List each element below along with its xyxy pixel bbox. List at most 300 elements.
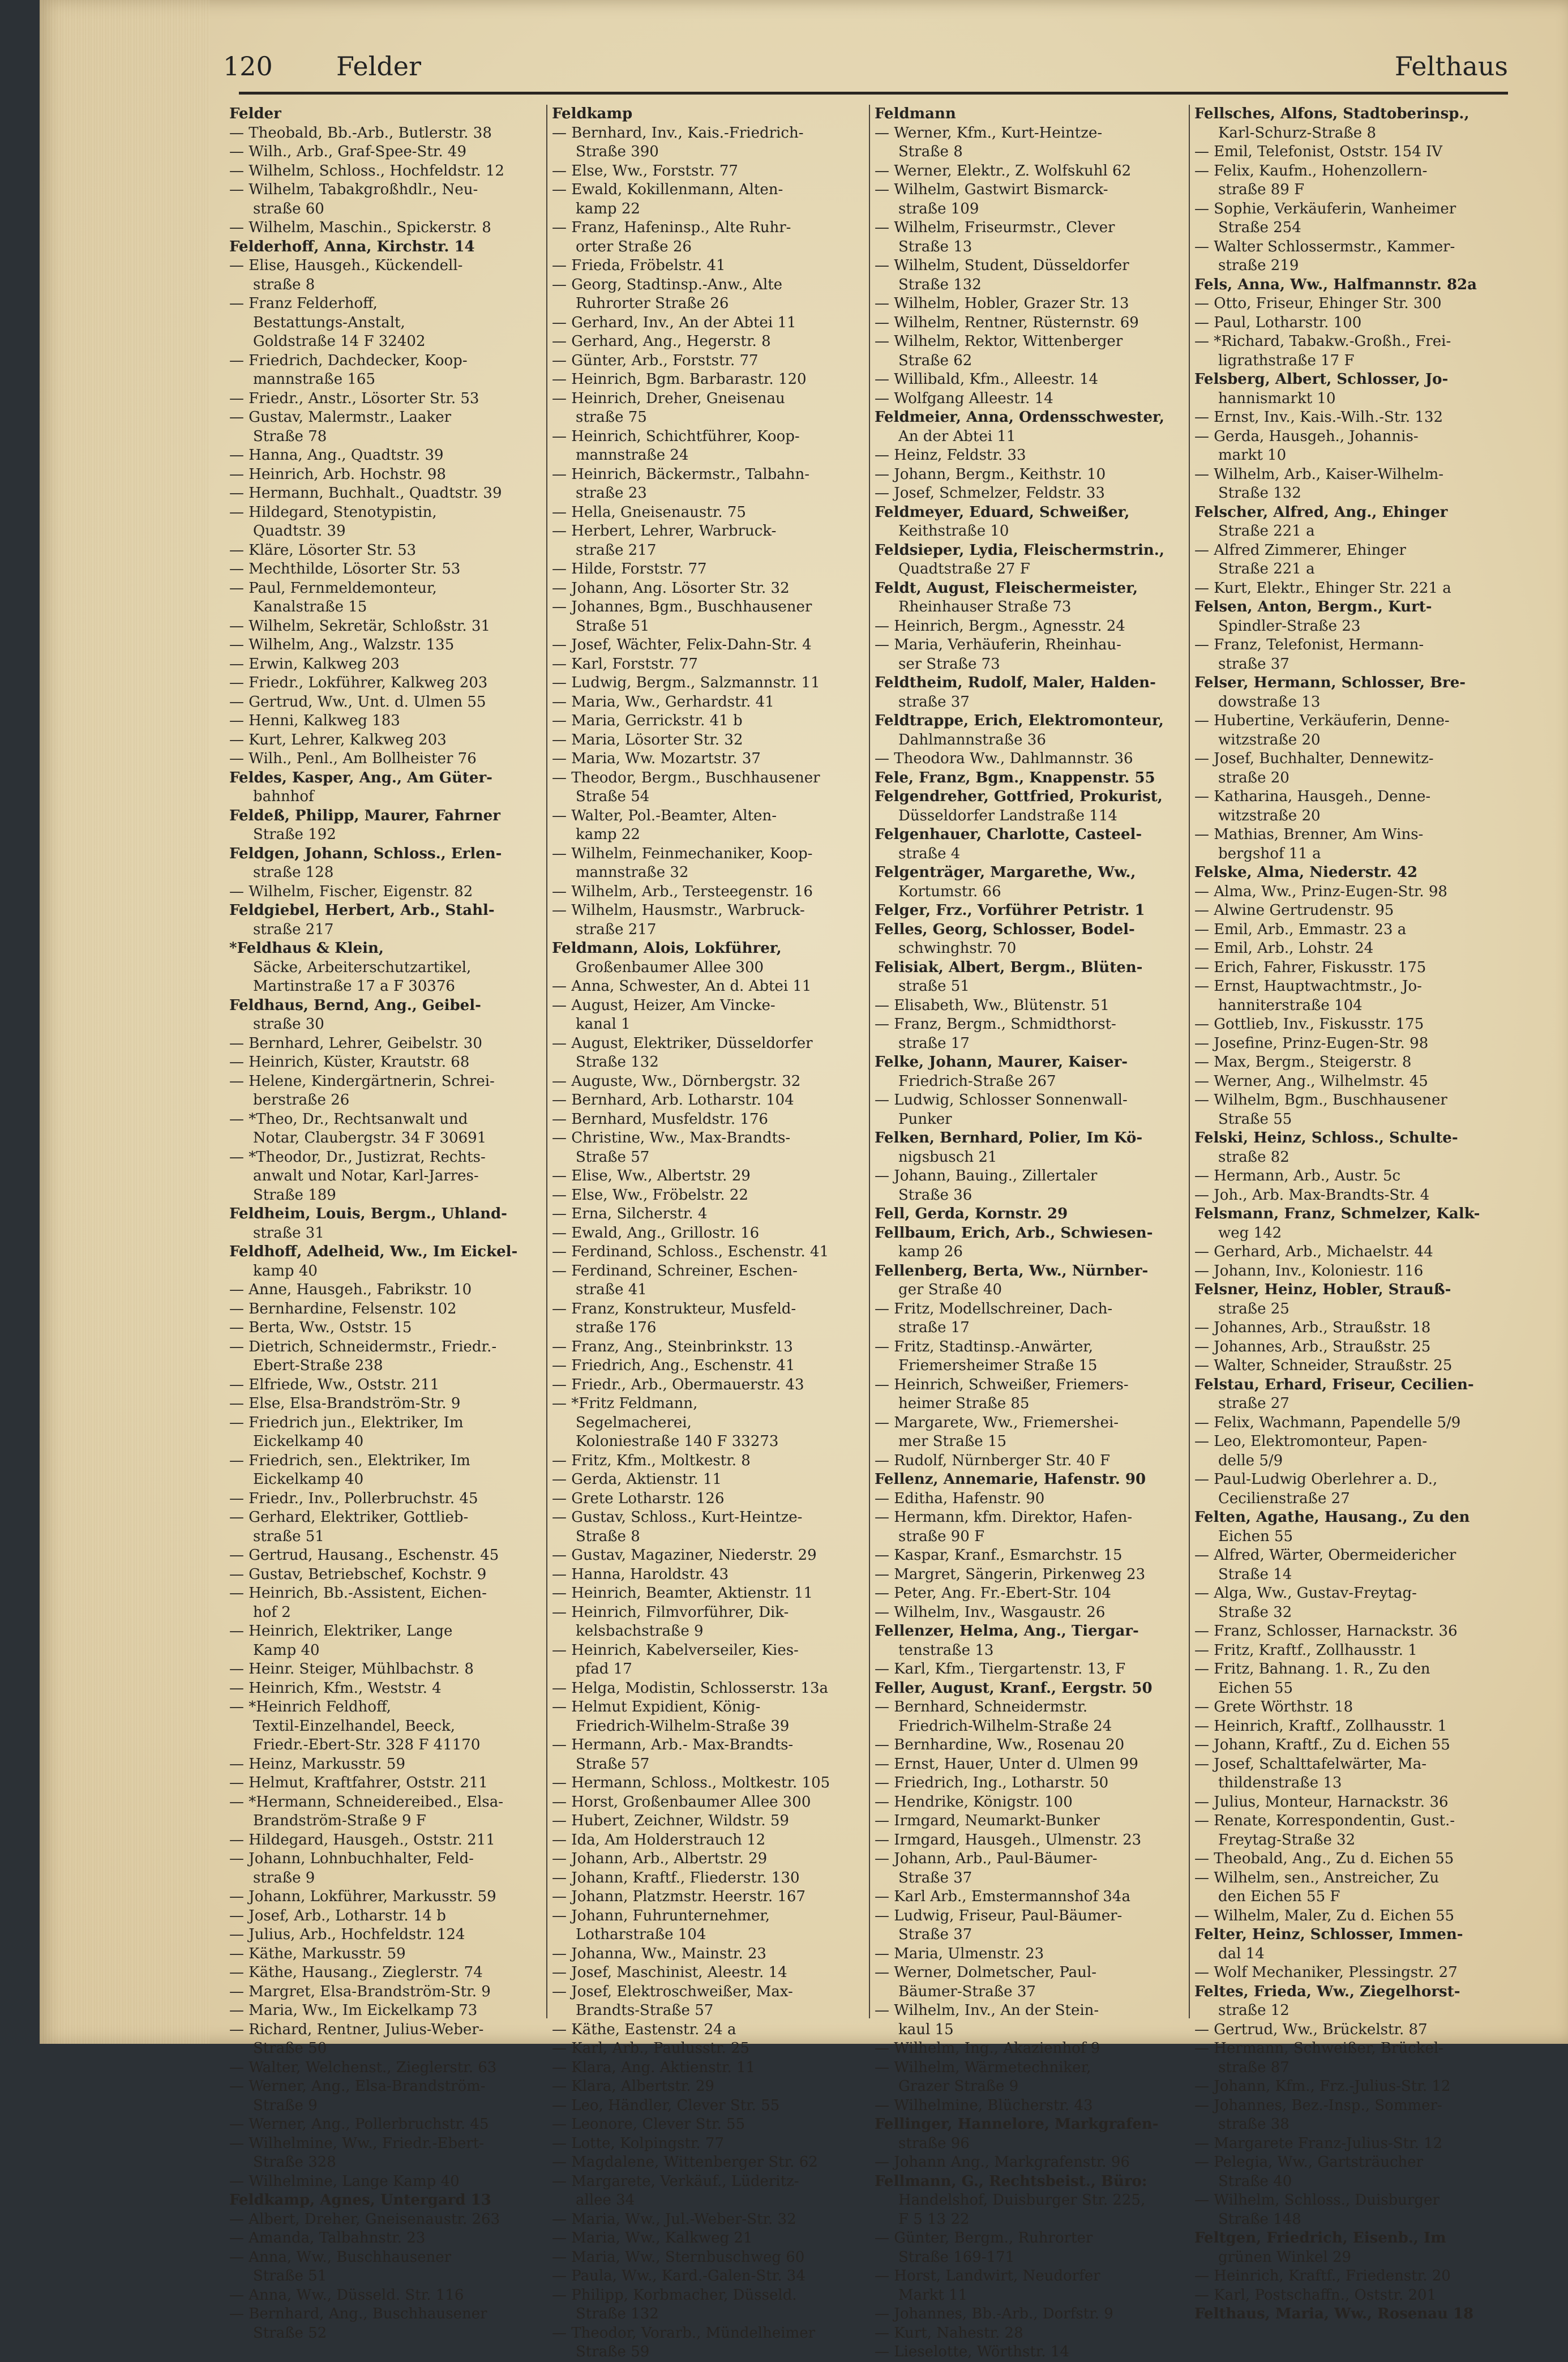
directory-entry: — Anna, Schwester, An d. Abtei 11: [552, 978, 812, 995]
directory-entry: — Julius, Monteur, Harnackstr. 36: [1194, 1793, 1449, 1811]
directory-entry: — Wilhelm, Student, Düsseldorfer: [875, 257, 1129, 274]
directory-entry: — *Heinrich Feldhoff,: [229, 1698, 391, 1715]
directory-entry: — Bernhardine, Ww., Rosenau 20: [875, 1736, 1125, 1753]
directory-entry: — Franz, Bergm., Schmidthorst-: [875, 1016, 1116, 1033]
directory-entry: — Hanna, Ang., Quadtstr. 39: [229, 447, 444, 464]
directory-entry: — Hildegard, Stenotypistin,: [229, 503, 437, 521]
directory-heading-entry: Felgenhauer, Charlotte, Casteel-: [875, 826, 1142, 843]
directory-heading-entry: Felthaus, Maria, Ww., Rosenau 18: [1194, 2305, 1474, 2322]
directory-entry: — Fritz, Modellschreiner, Dach-: [875, 1300, 1113, 1317]
directory-entry: — Helga, Modistin, Schlosserstr. 13a: [552, 1679, 828, 1697]
directory-entry: — Maria, Ww. Mozartstr. 37: [552, 750, 761, 767]
directory-entry: — Amanda, Talbahnstr. 23: [229, 2230, 426, 2247]
directory-entry: — Käthe, Hausang., Zieglerstr. 74: [229, 1964, 483, 1981]
directory-entry: thildenstraße 13: [1218, 1774, 1342, 1791]
directory-entry: — Magdalene, Wittenberger Str. 62: [552, 2154, 818, 2171]
directory-entry: — Felix, Wachmann, Papendelle 5/9: [1194, 1414, 1461, 1431]
directory-entry: — Max, Bergm., Steigerstr. 8: [1194, 1054, 1412, 1071]
directory-entry: Straße 132: [576, 2305, 659, 2322]
directory-entry: witzstraße 20: [1218, 807, 1321, 824]
directory-entry: — Johann Ang., Markgrafenstr. 96: [875, 2154, 1130, 2171]
directory-heading-entry: Felsmann, Franz, Schmelzer, Kalk-: [1194, 1205, 1480, 1222]
directory-entry: — *Richard, Tabakw.-Großh., Frei-: [1194, 333, 1451, 350]
directory-entry: dal 14: [1218, 1945, 1265, 1962]
directory-entry: — Walter Schlossermstr., Kammer-: [1194, 238, 1455, 255]
directory-entry: Friedr.-Ebert-Str. 328 F 41170: [253, 1736, 481, 1753]
directory-entry: — Gertrud, Ww., Brückelstr. 87: [1194, 2021, 1428, 2038]
directory-entry: — Hubertine, Verkäuferin, Denne-: [1194, 712, 1450, 729]
directory-entry: — Gertrud, Ww., Unt. d. Ulmen 55: [229, 693, 486, 711]
directory-entry: Keithstraße 10: [898, 523, 1009, 540]
directory-heading-entry: Fels, Anna, Ww., Halfmannstr. 82a: [1194, 276, 1477, 293]
directory-entry: straße 9: [253, 1869, 315, 1886]
directory-entry: — Wilhelm, Rektor, Wittenberger: [875, 333, 1123, 350]
directory-entry: — Gerhard, Elektriker, Gottlieb-: [229, 1509, 469, 1526]
directory-entry: — Wilhelm, Friseurmstr., Clever: [875, 219, 1115, 236]
directory-entry: — Karl, Kfm., Tiergartenstr. 13, F: [875, 1661, 1126, 1678]
directory-entry: — Erich, Fahrer, Fiskusstr. 175: [1194, 959, 1426, 976]
directory-entry: — Friedrich, Ing., Lotharstr. 50: [875, 1774, 1109, 1791]
directory-entry: — Heinrich, Arb. Hochstr. 98: [229, 465, 446, 483]
directory-entry: — Johann, Platzmstr. Heerstr. 167: [552, 1888, 806, 1905]
directory-entry: — Johann, Arb., Albertstr. 29: [552, 1850, 768, 1867]
directory-entry: — Margarete, Verkäuf., Lüderitz-: [552, 2172, 799, 2190]
directory-entry: — Wilhelm, Schloss., Duisburger: [1194, 2192, 1440, 2209]
directory-entry: — Heinrich, Beamter, Aktienstr. 11: [552, 1585, 813, 1602]
directory-entry: heimer Straße 85: [898, 1395, 1030, 1412]
directory-entry: ser Straße 73: [898, 655, 1000, 673]
directory-entry: — Ferdinand, Schreiner, Eschen-: [552, 1262, 798, 1280]
directory-entry: Freytag-Straße 32: [1218, 1831, 1356, 1848]
directory-entry: Eickelkamp 40: [253, 1433, 364, 1450]
directory-entry: — Gustav, Magaziner, Niederstr. 29: [552, 1547, 817, 1564]
directory-heading-entry: Fellbaum, Erich, Arb., Schwiesen-: [875, 1224, 1153, 1242]
directory-entry: straße 8: [253, 276, 315, 293]
directory-entry: — Franz Felderhoff,: [229, 295, 378, 312]
directory-entry: — Theodor, Bergm., Buschhausener: [552, 769, 820, 786]
directory-entry: kamp 40: [253, 1262, 318, 1280]
directory-entry: — Alfred Zimmerer, Ehinger: [1194, 541, 1406, 559]
directory-entry: Goldstraße 14 F 32402: [253, 333, 426, 350]
directory-entry: — Wilhelmine, Ww., Friedr.-Ebert-: [229, 2134, 485, 2152]
directory-entry: — Franz, Telefonist, Hermann-: [1194, 636, 1424, 653]
directory-entry: — Josef, Maschinist, Aleestr. 14: [552, 1964, 787, 1981]
directory-entry: — *Fritz Feldmann,: [552, 1395, 698, 1412]
page-number: 120: [223, 51, 273, 82]
directory-entry: — Wolfgang Alleestr. 14: [875, 390, 1053, 407]
directory-entry: Straße 57: [576, 1755, 650, 1773]
directory-heading-entry: Feldmeyer, Eduard, Schweißer,: [875, 503, 1130, 521]
directory-entry: — Heinrich, Bäckermstr., Talbahn-: [552, 465, 810, 483]
directory-entry: Spindler-Straße 23: [1218, 617, 1361, 635]
directory-entry: Straße 54: [576, 788, 650, 805]
directory-entry: — Julius, Arb., Hochfeldstr. 124: [229, 1926, 465, 1943]
directory-entry: — Georg, Stadtinsp.-Anw., Alte: [552, 276, 783, 293]
directory-entry: — Josef, Elektroschweißer, Max-: [552, 1983, 793, 2000]
directory-entry: — Margarete, Ww., Friemershei-: [875, 1414, 1119, 1431]
directory-entry: — Ewald, Ang., Grillostr. 16: [552, 1224, 760, 1242]
directory-entry: — *Hermann, Schneidereibed., Elsa-: [229, 1793, 504, 1811]
directory-entry: straße 60: [253, 200, 324, 217]
directory-entry: — Ernst, Hauptwachtmstr., Jo-: [1194, 978, 1422, 995]
directory-entry: — Käthe, Eastenstr. 24 a: [552, 2021, 736, 2038]
directory-entry: hanniterstraße 104: [1218, 996, 1363, 1014]
directory-entry: Kanalstraße 15: [253, 598, 367, 615]
directory-entry: — Elisabeth, Ww., Blütenstr. 51: [875, 996, 1109, 1014]
directory-entry: straße 89 F: [1218, 181, 1305, 198]
directory-entry: Düsseldorfer Landstraße 114: [898, 807, 1117, 824]
directory-heading-entry: Feldhaus, Bernd, Ang., Geibel-: [229, 996, 481, 1014]
directory-entry: ligrathstraße 17 F: [1218, 352, 1355, 369]
directory-entry: weg 142: [1218, 1224, 1282, 1242]
directory-entry: — Paul, Lotharstr. 100: [1194, 314, 1362, 331]
directory-heading-entry: Felken, Bernhard, Polier, Im Kö-: [875, 1129, 1143, 1146]
directory-entry: — Werner, Ang., Pollerbruchstr. 45: [229, 2116, 489, 2133]
directory-entry: anwalt und Notar, Karl-Jarres-: [253, 1167, 479, 1184]
directory-entry: — Franz, Schlosser, Harnackstr. 36: [1194, 1623, 1458, 1640]
directory-entry: pfad 17: [576, 1661, 632, 1678]
directory-entry: — Wilhelmine, Blücherstr. 43: [875, 2096, 1093, 2114]
directory-entry: — *Theo, Dr., Rechtsanwalt und: [229, 1110, 468, 1128]
directory-entry: F 5 13 22: [898, 2210, 970, 2228]
directory-entry: — Hubert, Zeichner, Wildstr. 59: [552, 1812, 789, 1829]
directory-entry: — Hermann, Schloss., Moltkestr. 105: [552, 1774, 830, 1791]
directory-entry: — Heinrich, Kraftf., Zollhausstr. 1: [1194, 1717, 1447, 1735]
directory-entry: — Hanna, Haroldstr. 43: [552, 1565, 729, 1583]
directory-entry: — Johanna, Ww., Mainstr. 23: [552, 1945, 766, 1962]
header-rule: [239, 92, 1508, 95]
directory-entry: — Heinrich, Schweißer, Friemers-: [875, 1376, 1129, 1393]
directory-entry: straße 17: [898, 1319, 970, 1336]
directory-entry: — Maria, Verhäuferin, Rheinhau-: [875, 636, 1121, 653]
directory-entry: Martinstraße 17 a F 30376: [253, 978, 455, 995]
directory-entry: — Philipp, Korbmacher, Düsseld.: [552, 2286, 797, 2304]
directory-heading-entry: Felten, Agathe, Hausang., Zu den: [1194, 1509, 1470, 1526]
directory-entry: — Bernhard, Ang., Buschhausener: [229, 2305, 487, 2322]
directory-entry: Straße 55: [1218, 1110, 1292, 1128]
directory-heading-entry: Felger, Frz., Vorführer Petristr. 1: [875, 902, 1145, 919]
directory-entry: Friedrich-Wilhelm-Straße 24: [898, 1717, 1112, 1735]
directory-entry: delle 5/9: [1218, 1452, 1283, 1469]
directory-entry: — Gottlieb, Inv., Fiskusstr. 175: [1194, 1016, 1424, 1033]
directory-entry: — Hermann, Arb.- Max-Brandts-: [552, 1736, 794, 1753]
directory-entry: Straße 8: [898, 143, 963, 160]
column-2: [552, 105, 858, 2360]
directory-entry: — Grete Wörthstr. 18: [1194, 1698, 1353, 1715]
directory-entry: — Wilhelm, Bgm., Buschhausener: [1194, 1092, 1447, 1109]
directory-entry: — Kurt, Nahestr. 28: [875, 2324, 1023, 2342]
directory-entry: straße 25: [1218, 1300, 1289, 1317]
directory-entry: bahnhof: [253, 788, 314, 805]
directory-entry: straße 30: [253, 1016, 324, 1033]
directory-entry: Eichen 55: [1218, 1679, 1293, 1697]
directory-entry: — Herbert, Lehrer, Warbruck-: [552, 523, 777, 540]
directory-entry: Großenbaumer Allee 300: [576, 959, 764, 976]
directory-entry: Kortumstr. 66: [898, 883, 1001, 900]
directory-entry: — Bernhard, Arb. Lotharstr. 104: [552, 1092, 794, 1109]
directory-heading-entry: Fellenzer, Helma, Ang., Tiergar-: [875, 1623, 1139, 1640]
directory-entry: straße 217: [253, 921, 334, 938]
directory-entry: — Bernhard, Inv., Kais.-Friedrich-: [552, 124, 804, 142]
column-divider: [546, 105, 547, 2018]
directory-entry: — Fritz, Kfm., Moltkestr. 8: [552, 1452, 751, 1469]
directory-heading-entry: Felgendreher, Gottfried, Prokurist,: [875, 788, 1163, 805]
directory-entry: — Gustav, Betriebschef, Kochstr. 9: [229, 1565, 487, 1583]
directory-entry: Quadtstraße 27 F: [898, 560, 1030, 577]
directory-entry: bergshof 11 a: [1218, 845, 1321, 862]
directory-entry: — Johann, Kraftf., Zu d. Eichen 55: [1194, 1736, 1450, 1753]
directory-entry: Markt 11: [898, 2286, 968, 2304]
directory-entry: orter Straße 26: [576, 238, 692, 255]
directory-entry: — Friedrich, sen., Elektriker, Im: [229, 1452, 470, 1469]
directory-entry: — Wilhelm, Fischer, Eigenstr. 82: [229, 883, 473, 900]
directory-entry: — Johann, Kraftf., Fliederstr. 130: [552, 1869, 800, 1886]
directory-entry: — Gerhard, Inv., An der Abtei 11: [552, 314, 796, 331]
directory-heading-entry: Felstau, Erhard, Friseur, Cecilien-: [1194, 1376, 1474, 1393]
directory-entry: Segelmacherei,: [576, 1414, 692, 1431]
directory-entry: — Maria, Ww., Jul.-Weber-Str. 32: [552, 2210, 796, 2228]
directory-entry: — Alma, Ww., Prinz-Eugen-Str. 98: [1194, 883, 1447, 900]
directory-entry: — Helmut, Kraftfahrer, Oststr. 211: [229, 1774, 488, 1791]
directory-entry: — Dietrich, Schneidermstr., Friedr.-: [229, 1338, 497, 1355]
directory-entry: — Wilhelm, Gastwirt Bismarck-: [875, 181, 1108, 198]
directory-entry: Straße 36: [898, 1186, 972, 1204]
column-4: [1194, 105, 1500, 2322]
directory-entry: den Eichen 55 F: [1218, 1888, 1340, 1905]
directory-entry: straße 23: [576, 485, 647, 502]
directory-entry: — Werner, Dolmetscher, Paul-: [875, 1964, 1097, 1981]
directory-entry: — Else, Ww., Fröbelstr. 22: [552, 1186, 748, 1204]
directory-entry: — Johann, Ang. Lösorter Str. 32: [552, 579, 790, 597]
directory-entry: — Heinrich, Bb.-Assistent, Eichen-: [229, 1585, 487, 1602]
directory-heading-entry: Feldtheim, Rudolf, Maler, Halden-: [875, 674, 1156, 691]
directory-entry: — Margarete Franz-Julius-Str. 12: [1194, 2134, 1443, 2152]
directory-heading-entry: Feldgen, Johann, Schloss., Erlen-: [229, 845, 502, 862]
directory-entry: — Bernhard, Lehrer, Geibelstr. 30: [229, 1034, 482, 1052]
directory-entry: — Friedr., Lokführer, Kalkweg 203: [229, 674, 488, 691]
directory-entry: — Maria, Ulmenstr. 23: [875, 1945, 1044, 1962]
directory-entry: — Maria, Ww., Im Eickelkamp 73: [229, 2002, 478, 2019]
directory-entry: Straße 37: [898, 1869, 972, 1886]
directory-heading-entry: Feldtrappe, Erich, Elektromonteur,: [875, 712, 1164, 729]
directory-entry: — Bernhard, Musfeldstr. 176: [552, 1110, 768, 1128]
directory-entry: Grazer Straße 9: [898, 2078, 1019, 2095]
directory-entry: An der Abtei 11: [898, 427, 1016, 445]
directory-entry: — Johannes, Arb., Straußstr. 18: [1194, 1319, 1431, 1336]
directory-entry: Straße 132: [576, 1054, 659, 1071]
directory-entry: straße 31: [253, 1224, 324, 1242]
directory-entry: — Josef, Schmelzer, Feldstr. 33: [875, 485, 1105, 502]
directory-entry: — Fritz, Bahnang. 1. R., Zu den: [1194, 1661, 1430, 1678]
directory-entry: Straße 32: [1218, 1603, 1292, 1621]
directory-entry: — Else, Elsa-Brandström-Str. 9: [229, 1395, 461, 1412]
directory-entry: — Mechthilde, Lösorter Str. 53: [229, 560, 461, 577]
directory-heading-entry: Felsner, Heinz, Hobler, Strauß-: [1194, 1281, 1451, 1298]
directory-entry: Friedrich-Straße 267: [898, 1072, 1056, 1090]
directory-entry: — Josef, Buchhalter, Dennewitz-: [1194, 750, 1434, 767]
directory-heading-entry: Felsen, Anton, Bergm., Kurt-: [1194, 598, 1432, 615]
directory-entry: — Irmgard, Neumarkt-Bunker: [875, 1812, 1100, 1829]
directory-entry: — Friedr., Arb., Obermauerstr. 43: [552, 1376, 804, 1393]
directory-entry: Straße 78: [253, 427, 327, 445]
directory-entry: — Johannes, Bb.-Arb., Dorfstr. 9: [875, 2305, 1113, 2322]
directory-entry: dowstraße 13: [1218, 693, 1321, 711]
directory-entry: Straße 14: [1218, 1565, 1292, 1583]
directory-entry: — Friedr., Inv., Pollerbruchstr. 45: [229, 1490, 478, 1507]
directory-entry: — Berta, Ww., Oststr. 15: [229, 1319, 412, 1336]
directory-entry: — Kaspar, Kranf., Esmarchstr. 15: [875, 1547, 1123, 1564]
directory-entry: — Ernst, Inv., Kais.-Wilh.-Str. 132: [1194, 409, 1443, 426]
directory-entry: Rheinhauser Straße 73: [898, 598, 1072, 615]
directory-heading-entry: Feldhoff, Adelheid, Ww., Im Eickel-: [229, 1243, 518, 1260]
directory-entry: — Wilhelm, Arb., Kaiser-Wilhelm-: [1194, 465, 1443, 483]
directory-entry: — Paula, Ww., Kard.-Galen-Str. 34: [552, 2267, 806, 2284]
directory-entry: straße 27: [1218, 1395, 1289, 1412]
directory-entry: straße 82: [1218, 1148, 1289, 1166]
directory-heading-entry: Felser, Hermann, Schlosser, Bre-: [1194, 674, 1466, 691]
directory-entry: — Paul, Fernmeldemonteur,: [229, 579, 437, 597]
directory-entry: — Gustav, Malermstr., Laaker: [229, 409, 452, 426]
directory-entry: — Johannes, Bez.-Insp., Sommer-: [1194, 2096, 1442, 2114]
directory-heading-entry: Feldmann: [875, 105, 956, 122]
directory-entry: berstraße 26: [253, 1092, 350, 1109]
directory-entry: grünen Winkel 29: [1218, 2248, 1352, 2266]
directory-entry: — Gerhard, Ang., Hegerstr. 8: [552, 333, 771, 350]
directory-entry: Straße 51: [576, 617, 650, 635]
directory-entry: — Elfriede, Ww., Oststr. 211: [229, 1376, 440, 1393]
directory-entry: kamp 22: [576, 200, 640, 217]
directory-entry: — Wilhelm, Hobler, Grazer Str. 13: [875, 295, 1129, 312]
directory-entry: — Emil, Arb., Emmastr. 23 a: [1194, 921, 1407, 938]
directory-entry: — Josef, Wächter, Felix-Dahn-Str. 4: [552, 636, 812, 653]
directory-entry: straße 176: [576, 1319, 657, 1336]
directory-entry: Punker: [898, 1110, 952, 1128]
directory-entry: — Josef, Schalttafelwärter, Ma-: [1194, 1755, 1426, 1773]
directory-entry: schwinghstr. 70: [898, 940, 1017, 957]
directory-entry: Straße 40: [1218, 2172, 1292, 2190]
directory-entry: — Werner, Elektr., Z. Wolfskuhl 62: [875, 162, 1132, 179]
directory-entry: — Hilde, Forststr. 77: [552, 560, 707, 577]
directory-entry: — Johann, Lohnbuchhalter, Feld-: [229, 1850, 474, 1867]
directory-entry: kamp 22: [576, 826, 640, 843]
directory-entry: kaul 15: [898, 2021, 954, 2038]
directory-entry: — Gerda, Aktienstr. 11: [552, 1471, 722, 1488]
directory-entry: straße 109: [898, 200, 979, 217]
column-3: [875, 105, 1180, 2360]
directory-entry: — Otto, Friseur, Ehinger Str. 300: [1194, 295, 1442, 312]
directory-entry: — Friedrich, Ang., Eschenstr. 41: [552, 1357, 795, 1374]
directory-entry: — *Theodor, Dr., Justizrat, Rechts-: [229, 1148, 486, 1166]
directory-heading-entry: Felgenträger, Margarethe, Ww.,: [875, 864, 1136, 881]
directory-entry: — Ludwig, Friseur, Paul-Bäumer-: [875, 1907, 1123, 1924]
directory-entry: — Sophie, Verkäuferin, Wanheimer: [1194, 200, 1456, 217]
directory-entry: — Günter, Arb., Forststr. 77: [552, 352, 759, 369]
directory-entry: straße 51: [253, 1527, 324, 1545]
directory-entry: — Heinrich, Küster, Krautstr. 68: [229, 1054, 470, 1071]
directory-entry: — Karl, Arb., Paulusstr. 25: [552, 2040, 750, 2057]
directory-entry: — Wilhelm, Sekretär, Schloßstr. 31: [229, 617, 491, 635]
directory-entry: — Kurt, Lehrer, Kalkweg 203: [229, 731, 447, 748]
directory-entry: — Ferdinand, Schloss., Eschenstr. 41: [552, 1243, 829, 1260]
directory-entry: — Günter, Bergm., Ruhrorter: [875, 2230, 1093, 2247]
directory-entry: straße 41: [576, 1281, 647, 1298]
directory-entry: — Ludwig, Bergm., Salzmannstr. 11: [552, 674, 820, 691]
directory-heading-entry: Felter, Heinz, Schlosser, Immen-: [1194, 1926, 1463, 1943]
directory-entry: straße 37: [1218, 655, 1289, 673]
directory-entry: — Else, Ww., Forststr. 77: [552, 162, 738, 179]
directory-heading-entry: Felske, Alma, Niederstr. 42: [1194, 864, 1418, 881]
directory-entry: — Paul-Ludwig Oberlehrer a. D.,: [1194, 1471, 1438, 1488]
directory-heading-entry: Felder: [229, 105, 281, 122]
directory-entry: straße 20: [1218, 769, 1289, 786]
directory-entry: — Johannes, Bgm., Buschhausener: [552, 598, 812, 615]
directory-entry: Karl-Schurz-Straße 8: [1218, 124, 1376, 142]
directory-heading-entry: Feldeß, Philipp, Maurer, Fahrner: [229, 807, 500, 824]
directory-entry: — Wilhelm, Hausmstr., Warbruck-: [552, 902, 805, 919]
directory-entry: — Erwin, Kalkweg 203: [229, 655, 400, 673]
page-header: [223, 51, 1508, 91]
directory-heading-entry: Fell, Gerda, Kornstr. 29: [875, 1205, 1068, 1222]
directory-entry: — Ludwig, Schlosser Sonnenwall-: [875, 1092, 1128, 1109]
directory-entry: — Bernhard, Schneidermstr.: [875, 1698, 1088, 1715]
directory-entry: — Ewald, Kokillenmann, Alten-: [552, 181, 783, 198]
directory-entry: — Emil, Arb., Lohstr. 24: [1194, 940, 1374, 957]
running-head-right: Felthaus: [1394, 51, 1508, 82]
directory-entry: — Mathias, Brenner, Am Wins-: [1194, 826, 1424, 843]
directory-entry: — Friedrich jun., Elektriker, Im: [229, 1414, 464, 1431]
directory-entry: Friemersheimer Straße 15: [898, 1357, 1098, 1374]
directory-entry: — Anna, Ww., Düsseld. Str. 116: [229, 2286, 464, 2304]
directory-entry: — Hildegard, Hausgeh., Oststr. 211: [229, 1831, 495, 1848]
directory-entry: — Auguste, Ww., Dörnbergstr. 32: [552, 1072, 801, 1090]
directory-entry: Straße 221 a: [1218, 560, 1315, 577]
directory-entry: Straße 221 a: [1218, 523, 1315, 540]
directory-entry: nigsbusch 21: [898, 1148, 997, 1166]
directory-heading-entry: Fellenz, Annemarie, Hafenstr. 90: [875, 1471, 1146, 1488]
directory-entry: — Margret, Sängerin, Pirkenweg 23: [875, 1565, 1146, 1583]
directory-entry: — Christine, Ww., Max-Brandts-: [552, 1129, 791, 1146]
directory-entry: — Maria, Ww., Kalkweg 21: [552, 2230, 753, 2247]
directory-entry: — Franz, Konstrukteur, Musfeld-: [552, 1300, 796, 1317]
directory-entry: Bäumer-Straße 37: [898, 1983, 1036, 2000]
directory-entry: Straße 59: [576, 2343, 650, 2360]
directory-entry: witzstraße 20: [1218, 731, 1321, 748]
directory-entry: — Theobald, Bb.-Arb., Butlerstr. 38: [229, 124, 492, 142]
directory-entry: Straße 328: [253, 2154, 336, 2171]
directory-entry: straße 12: [1218, 2002, 1289, 2019]
directory-entry: — Horst, Landwirt, Neudorfer: [875, 2267, 1100, 2284]
directory-entry: — Felix, Kaufm., Hohenzollern-: [1194, 162, 1428, 179]
directory-entry: Friedrich-Wilhelm-Straße 39: [576, 1717, 790, 1735]
directory-entry: hannismarkt 10: [1218, 390, 1336, 407]
directory-entry: kelsbachstraße 9: [576, 1623, 704, 1640]
directory-entry: — Hendrike, Königstr. 100: [875, 1793, 1073, 1811]
directory-entry: straße 90 F: [898, 1527, 985, 1545]
directory-entry: straße 87: [1218, 2059, 1289, 2076]
directory-entry: — Hermann, Schweißer, Brückel-: [1194, 2040, 1443, 2057]
directory-heading-entry: Feller, August, Kranf., Eergstr. 50: [875, 1679, 1153, 1697]
directory-heading-entry: Felderhoff, Anna, Kirchstr. 14: [229, 238, 475, 255]
directory-entry: Bestattungs-Anstalt,: [253, 314, 405, 331]
directory-entry: Ebert-Straße 238: [253, 1357, 383, 1374]
directory-entry: — Heinrich, Kraftf., Friedenstr. 20: [1194, 2267, 1451, 2284]
directory-entry: — Wilhelm, Inv., Wasgaustr. 26: [875, 1603, 1106, 1621]
directory-entry: Straße 390: [576, 143, 659, 160]
directory-entry: Straße 51: [253, 2267, 327, 2284]
directory-entry: — Bernhardine, Felsenstr. 102: [229, 1300, 457, 1317]
directory-heading-entry: Felke, Johann, Maurer, Kaiser-: [875, 1054, 1128, 1071]
directory-entry: — Emil, Telefonist, Oststr. 154 IV: [1194, 143, 1443, 160]
